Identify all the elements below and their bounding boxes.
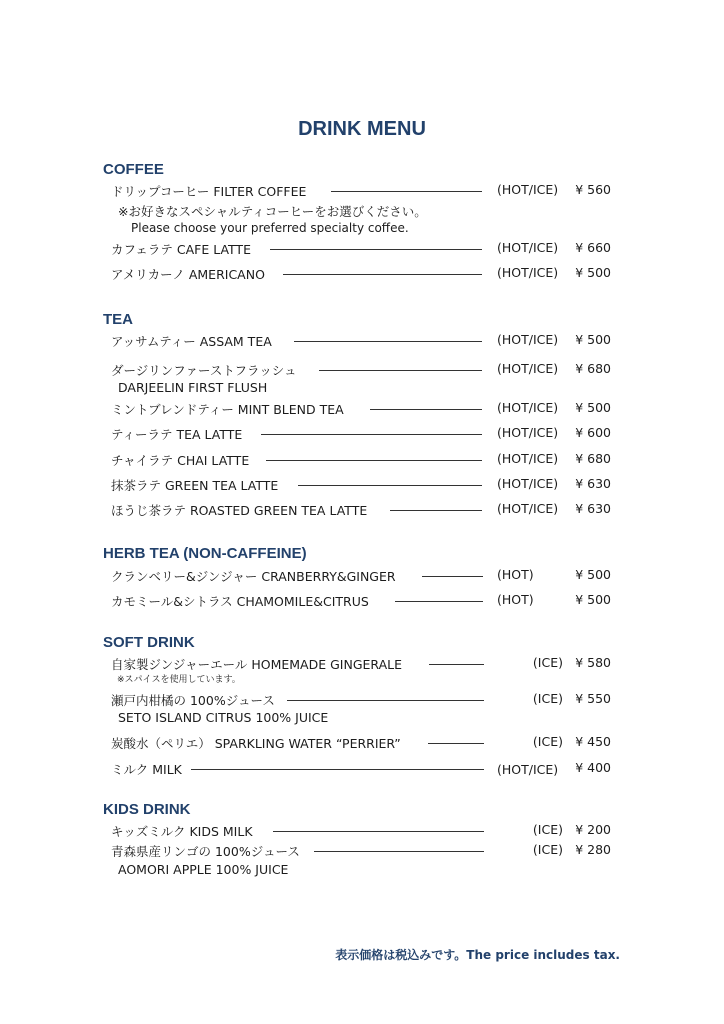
leader-line [287, 700, 484, 701]
item-name: ドリップコーヒー FILTER COFFEE [111, 184, 307, 199]
menu-item-green-tea-latte [111, 476, 621, 494]
item-small-note: ※スパイスを使用しています。 [117, 675, 241, 685]
leader-line [298, 485, 482, 486]
leader-line [319, 370, 482, 371]
item-price: ¥ 560 [575, 182, 611, 197]
menu-item-homemade-gingerale [111, 655, 621, 673]
item-kind: (HOT/ICE) [497, 425, 559, 440]
item-name: 抹茶ラテ GREEN TEA LATTE [111, 478, 279, 493]
item-name: 自家製ジンジャーエール HOMEMADE GINGERALE [111, 657, 403, 672]
menu-item-assam-tea [111, 332, 621, 350]
item-name: カフェラテ CAFE LATTE [111, 242, 251, 257]
item-name: 瀬戸内柑橘の 100%ジュース [111, 693, 275, 708]
item-kind: (HOT) [497, 592, 534, 607]
leader-line [390, 510, 482, 511]
leader-line [294, 341, 482, 342]
item-price: ¥ 600 [575, 425, 611, 440]
item-name: アッサムティー ASSAM TEA [111, 334, 272, 349]
item-price: ¥ 680 [575, 361, 611, 376]
leader-line [283, 274, 482, 275]
menu-item-milk [111, 760, 621, 778]
menu-item-americano [111, 265, 621, 283]
menu-item-tea-latte [111, 425, 621, 443]
section-heading-coffee: COFFEE [103, 161, 164, 178]
item-kind: (HOT/ICE) [497, 182, 559, 197]
tax-note: 表示価格は税込みです。The price includes tax. [335, 948, 620, 962]
item-kind: (HOT/ICE) [497, 240, 559, 255]
item-subtitle: SETO ISLAND CITRUS 100% JUICE [118, 710, 329, 725]
menu-item-kids-milk [111, 822, 621, 840]
item-kind: (HOT) [497, 567, 534, 582]
item-kind: (ICE) [532, 734, 563, 749]
item-kind: (ICE) [532, 655, 563, 670]
item-name: 青森県産リンゴの 100%ジュース [111, 844, 300, 859]
item-name: アメリカーノ AMERICANO [111, 267, 265, 282]
menu-item-roasted-green-tea-latte [111, 501, 621, 519]
item-price: ¥ 580 [575, 655, 611, 670]
item-kind: (HOT/ICE) [497, 476, 559, 491]
leader-line [331, 191, 482, 192]
item-price: ¥ 500 [575, 265, 611, 280]
item-name: ティーラテ TEA LATTE [111, 427, 243, 442]
item-name: ダージリンファーストフラッシュ [111, 363, 297, 378]
menu-item-seto-citrus-juice [111, 691, 621, 709]
item-kind: (HOT/ICE) [497, 361, 559, 376]
item-price: ¥ 630 [575, 501, 611, 516]
menu-item-chai-latte [111, 451, 621, 469]
item-price: ¥ 200 [575, 822, 611, 837]
leader-line [266, 460, 482, 461]
item-kind: (ICE) [532, 822, 563, 837]
menu-item-cranberry-ginger [111, 567, 621, 585]
leader-line [314, 851, 484, 852]
leader-line [261, 434, 482, 435]
item-kind: (HOT/ICE) [497, 762, 559, 777]
item-price: ¥ 680 [575, 451, 611, 466]
item-kind: (ICE) [532, 691, 563, 706]
menu-item-cafe-latte [111, 240, 621, 258]
item-name: キッズミルク KIDS MILK [111, 824, 253, 839]
item-price: ¥ 630 [575, 476, 611, 491]
section-heading-herb-tea: HERB TEA (NON-CAFFEINE) [103, 545, 307, 562]
item-name: カモミール&シトラス CHAMOMILE&CITRUS [111, 594, 369, 609]
item-price: ¥ 400 [575, 760, 611, 775]
item-kind: (HOT/ICE) [497, 265, 559, 280]
item-note: Please choose your preferred specialty coffee. [131, 221, 409, 235]
item-note: ※お好きなスペシャルティコーヒーをお選びください。 [118, 204, 427, 219]
item-name: 炭酸水（ペリエ） SPARKLING WATER “PERRIER” [111, 736, 401, 751]
item-kind: (HOT/ICE) [497, 451, 559, 466]
item-name: ミントブレンドティー MINT BLEND TEA [111, 402, 344, 417]
item-name: ミルク MILK [111, 762, 182, 777]
leader-line [429, 664, 484, 665]
item-price: ¥ 450 [575, 734, 611, 749]
item-kind: (HOT/ICE) [497, 501, 559, 516]
item-name: ほうじ茶ラテ ROASTED GREEN TEA LATTE [111, 503, 368, 518]
leader-line [273, 831, 484, 832]
item-price: ¥ 660 [575, 240, 611, 255]
menu-item-aomori-apple-juice [111, 842, 621, 860]
item-price: ¥ 500 [575, 400, 611, 415]
item-price: ¥ 500 [575, 332, 611, 347]
item-price: ¥ 500 [575, 567, 611, 582]
leader-line [395, 601, 483, 602]
item-kind: (ICE) [532, 842, 563, 857]
item-subtitle: AOMORI APPLE 100% JUICE [118, 862, 289, 877]
leader-line [270, 249, 482, 250]
item-price: ¥ 500 [575, 592, 611, 607]
item-price: ¥ 550 [575, 691, 611, 706]
leader-line [191, 769, 484, 770]
item-kind: (HOT/ICE) [497, 400, 559, 415]
section-heading-tea: TEA [103, 311, 133, 328]
menu-item-filter-coffee [111, 182, 621, 200]
item-price: ¥ 280 [575, 842, 611, 857]
item-name: クランベリー&ジンジャー CRANBERRY&GINGER [111, 569, 396, 584]
item-subtitle: DARJEELIN FIRST FLUSH [118, 380, 268, 395]
item-name: チャイラテ CHAI LATTE [111, 453, 250, 468]
leader-line [370, 409, 482, 410]
menu-item-darjeeling [111, 361, 621, 379]
section-heading-soft-drink: SOFT DRINK [103, 634, 195, 651]
menu-title: DRINK MENU [298, 118, 426, 140]
menu-item-mint-blend-tea [111, 400, 621, 418]
menu-item-chamomile-citrus [111, 592, 621, 610]
item-kind: (HOT/ICE) [497, 332, 559, 347]
leader-line [428, 743, 484, 744]
leader-line [422, 576, 483, 577]
menu-item-sparkling-water [111, 734, 621, 752]
section-heading-kids-drink: KIDS DRINK [103, 801, 191, 818]
